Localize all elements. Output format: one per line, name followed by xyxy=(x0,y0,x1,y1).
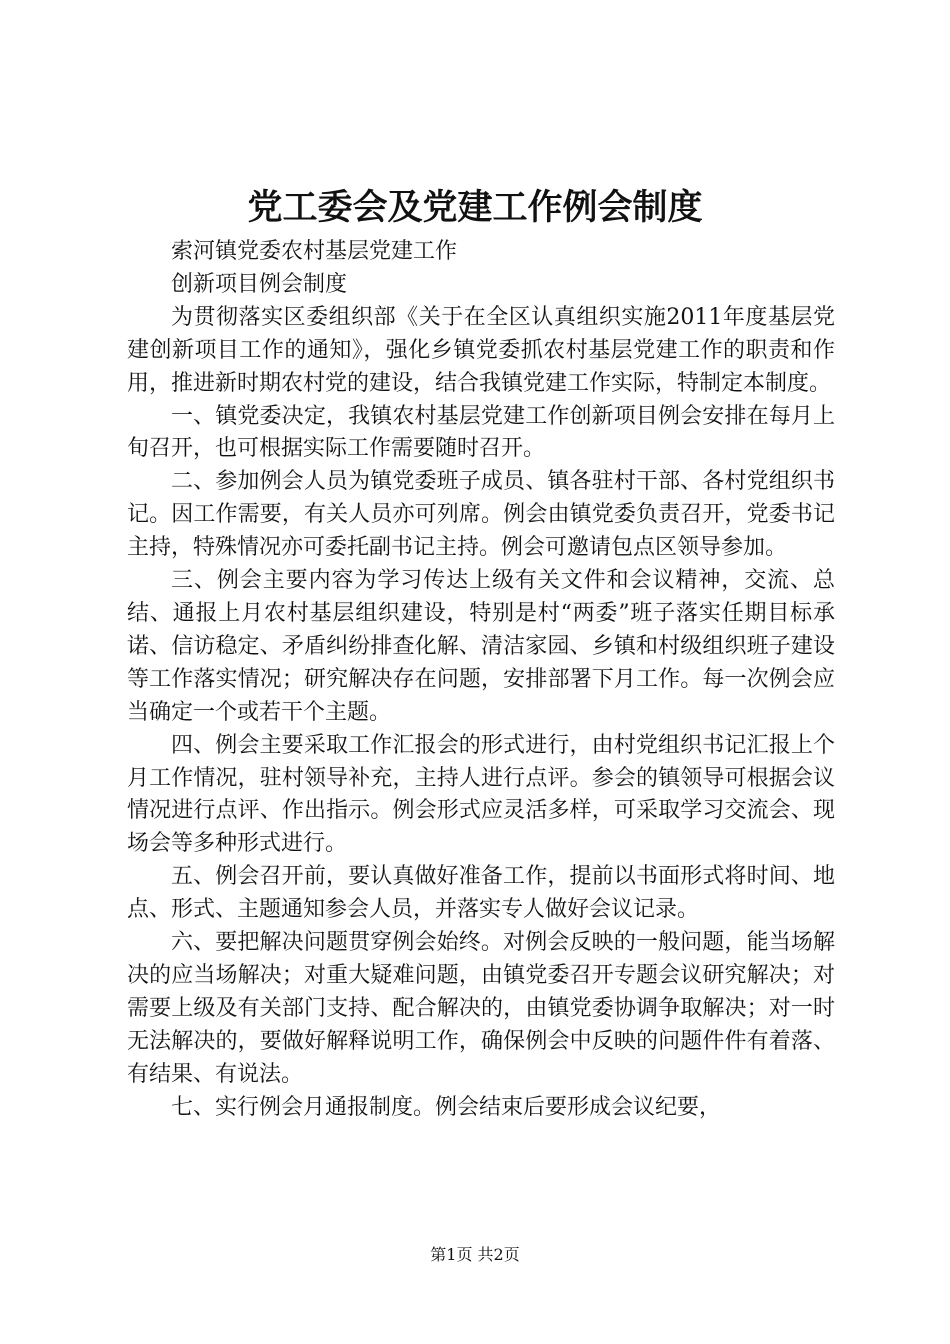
paragraph-item-3: 三、例会主要内容为学习传达上级有关文件和会议精神，交流、总结、通报上月农村基层组织建设，特别是村“两委”班子落实任期目标承诺、信访稳定、矛盾纠纷排查化解、清洁家园、乡镇和村级组织班子建设等工作落实情况；研究解决存在问题，安排部署下月工作。每一次例会应当确定一个或若干个主题。 xyxy=(127,568,835,725)
document-body xyxy=(127,236,835,1124)
paragraph-item-2: 二、参加例会人员为镇党委班子成员、镇各驻村干部、各村党组织书记。因工作需要，有关人员亦可列席。例会由镇党委负责召开，党委书记主持，特殊情况亦可委托副书记主持。例会可邀请包点区领导参加。 xyxy=(127,469,835,561)
paragraph-intro: 为贯彻落实区委组织部《关于在全区认真组织实施2011年度基层党建创新项目工作的通知》，强化乡镇党委抓农村基层党建工作的职责和作用，推进新时期农村党的建设，结合我镇党建工作实际，特制定本制度。 xyxy=(127,304,835,396)
paragraph-subtitle-line-2: 创新项目例会制度 xyxy=(171,271,348,297)
paragraph-subtitle-line-1: 索河镇党委农村基层党建工作 xyxy=(171,239,458,264)
paragraph-item-7: 七、实行例会月通报制度。例会结束后要形成会议纪要， xyxy=(171,1094,722,1120)
document-title: 党工委会及党建工作例会制度 xyxy=(247,187,703,228)
paragraph-item-6: 六、要把解决问题贯穿例会始终。对例会反映的一般问题，能当场解决的应当场解决；对重大疑难问题，由镇党委召开专题会议研究解决；对需要上级及有关部门支持、配合解决的，由镇党委协调争取解决；对一时无法解决的，要做好解释说明工作，确保例会中反映的问题件件有着落、有结果、有说法。 xyxy=(127,930,835,1087)
paragraph-item-4: 四、例会主要采取工作汇报会的形式进行，由村党组织书记汇报上个月工作情况，驻村领导补充，主持人进行点评。参会的镇领导可根据会议情况进行点评、作出指示。例会形式应灵活多样，可采取学习交流会、现场会等多种形式进行。 xyxy=(127,732,835,857)
page-number-footer: 第1页 共2页 xyxy=(430,1245,520,1264)
paragraph-item-1: 一、镇党委决定，我镇农村基层党建工作创新项目例会安排在每月上旬召开，也可根据实际工作需要随时召开。 xyxy=(127,403,835,462)
paragraph-item-5: 五、例会召开前，要认真做好准备工作，提前以书面形式将时间、地点、形式、主题通知参会人员，并落实专人做好会议记录。 xyxy=(127,864,835,923)
